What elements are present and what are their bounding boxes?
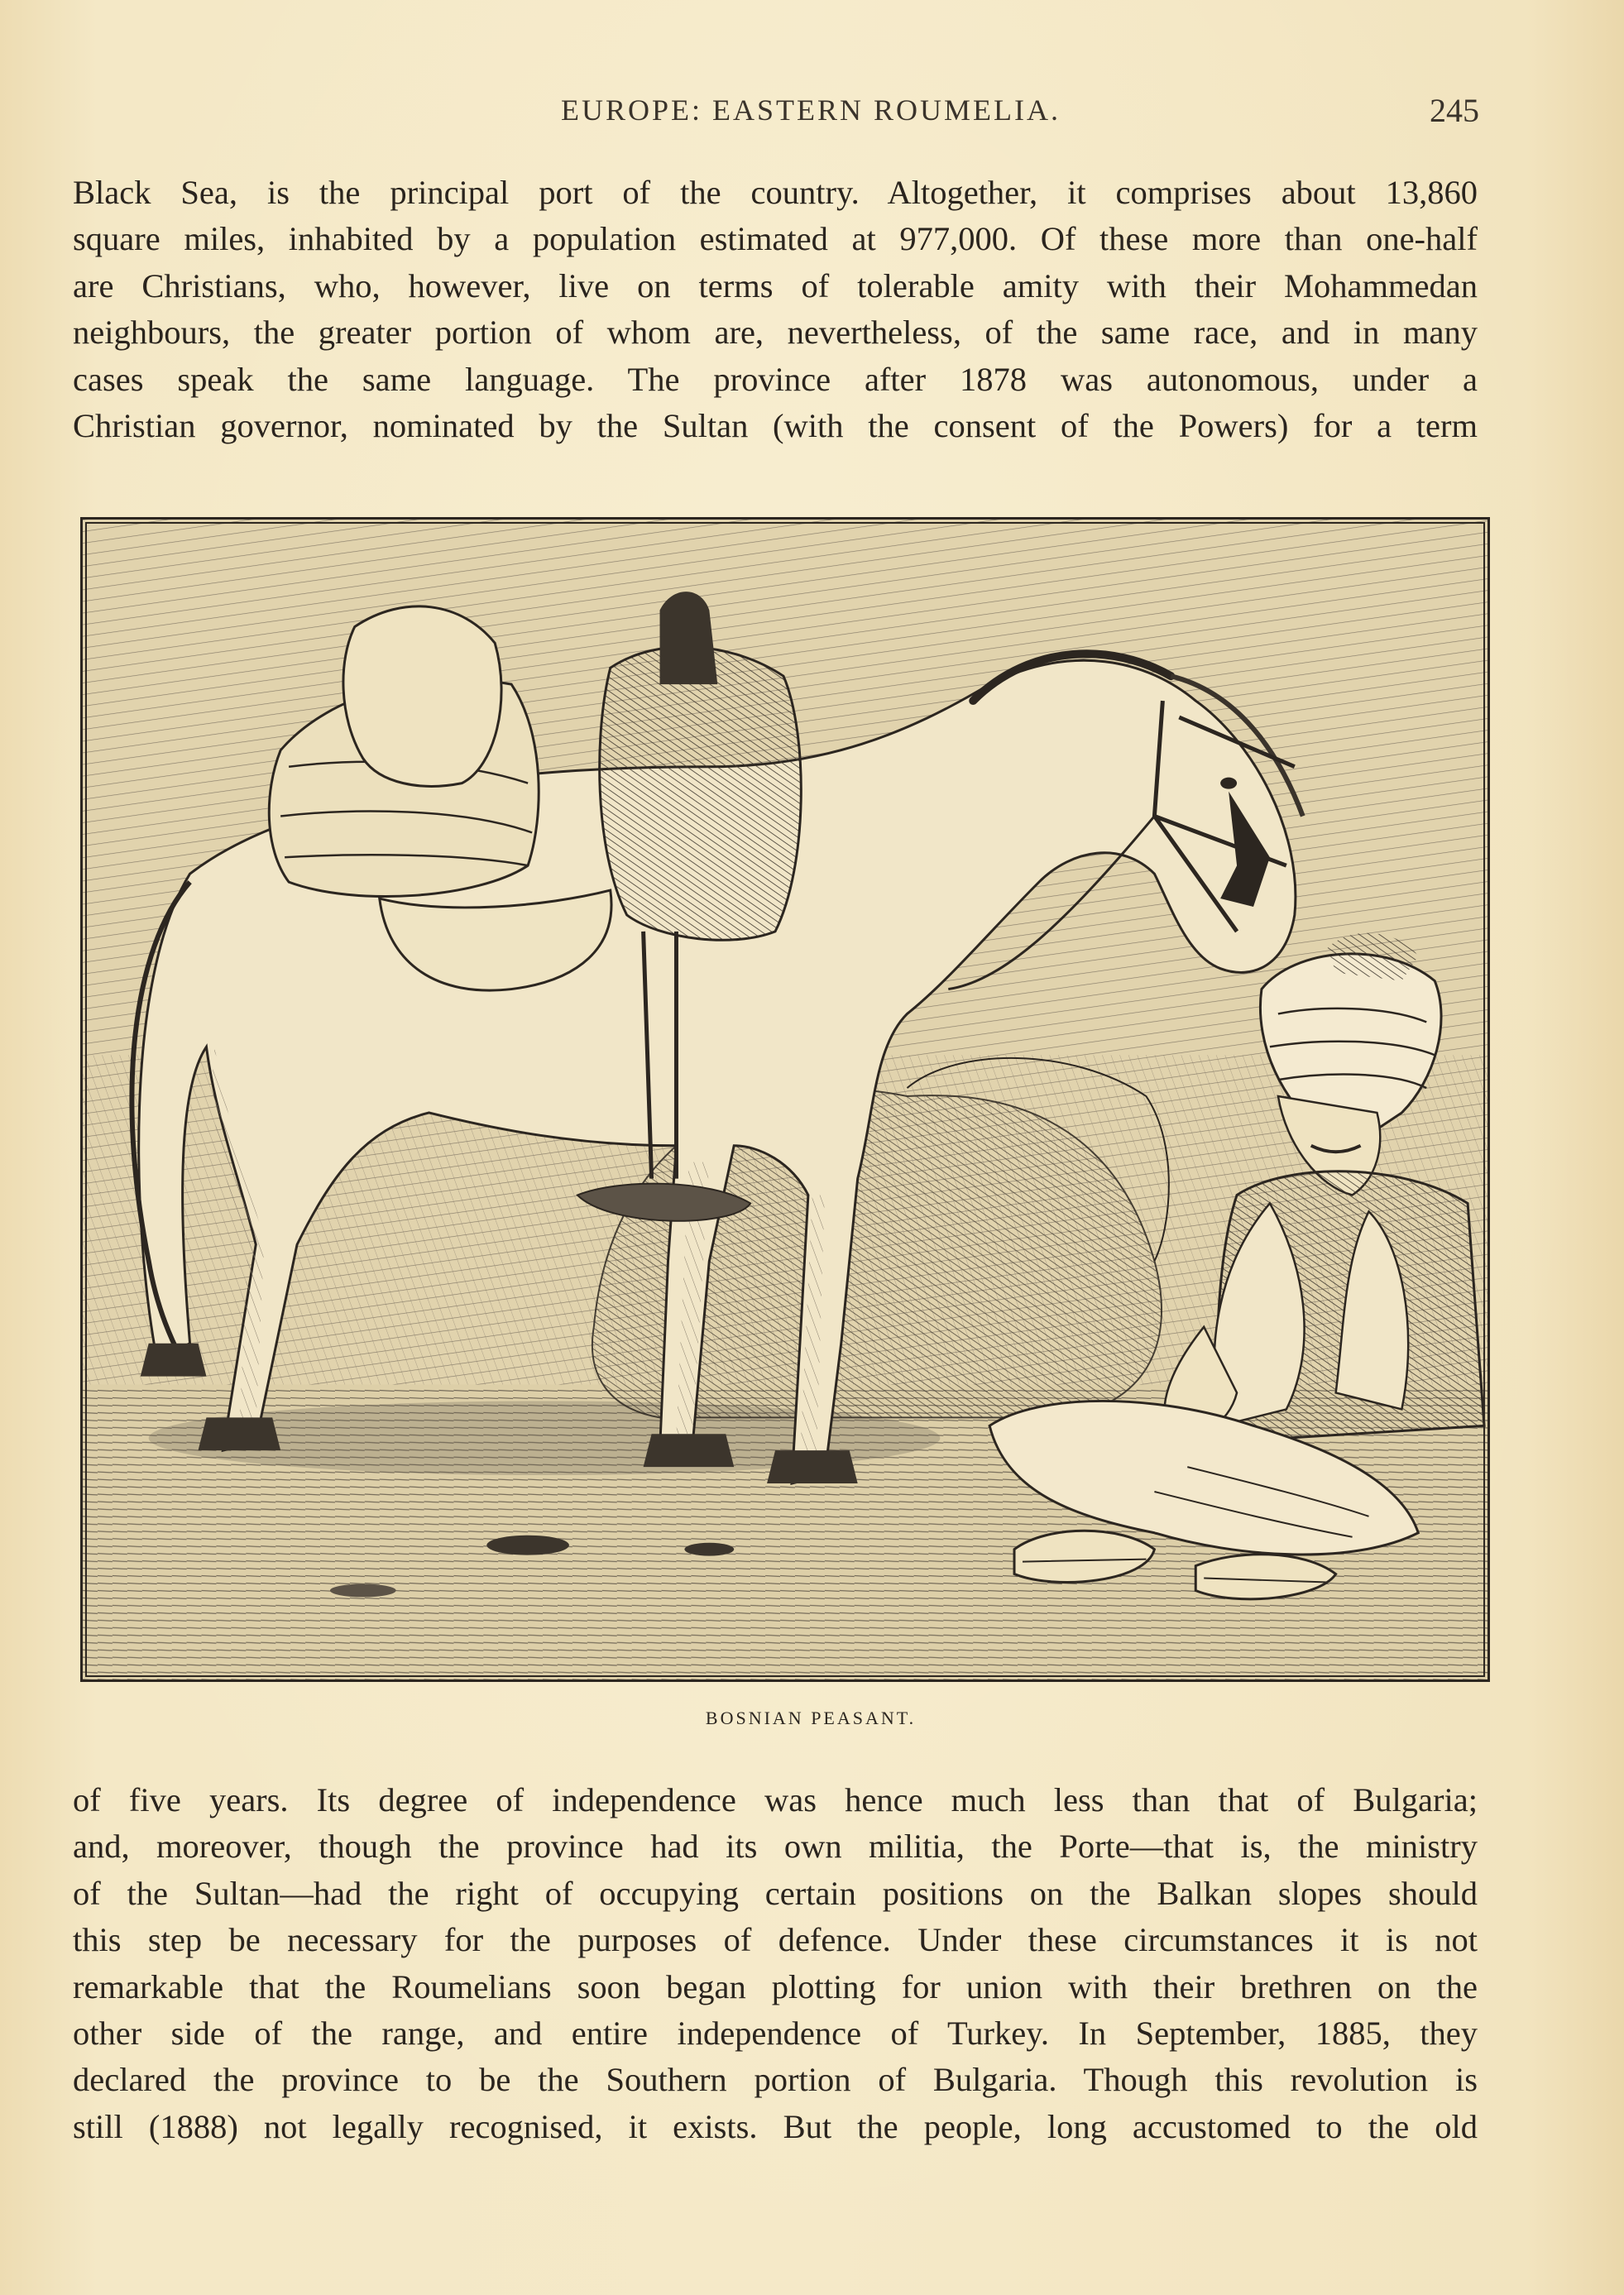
engraving-drawing [83,520,1487,1679]
text-line: square miles, inhabited by a population estimated at 977,000. Of these more than one-half [73,220,1478,258]
text-line: still (1888) not legally recognised, it exists. But the people, long accustomed to the old [73,2107,1478,2145]
text-line: and, moreover, though the province had its own militia, the Porte—that is, the ministry [73,1828,1478,1866]
text-line: of the Sultan—had the right of occupying certain positions on the Balkan slopes should [73,1874,1478,1912]
text-line: other side of the range, and entire independence of Turkey. In September, 1885, they [73,2014,1478,2052]
text-line: are Christians, who, however, live on terms of tolerable amity with their Mohammedan [73,266,1478,304]
text-line: remarkable that the Roumelians soon began plotting for union with their brethren on the [73,1967,1478,2005]
paragraph-top [73,170,1478,449]
text-line: neighbours, the greater portion of whom are, nevertheless, of the same race, and in many [73,314,1478,352]
text-line: cases speak the same language. The province after 1878 was autonomous, under a [73,360,1478,398]
figure-caption: BOSNIAN PEASANT. [705,1708,917,1728]
text-line: Black Sea, is the principal port of the country. Altogether, it comprises about 13,860 [73,174,1478,211]
text-line: Christian governor, nominated by the Sultan (with the consent of the Powers) for a term [73,406,1478,444]
paragraph-bottom [73,1777,1478,2150]
text-line: of five years. Its degree of independence was hence much less than that of Bulgaria; [73,1781,1478,1818]
text-line: declared the province to be the Southern portion of Bulgaria. Though this revolution is [73,2061,1478,2099]
page-number: 245 [1430,92,1479,129]
text-line: this step be necessary for the purposes of defence. Under these circumstances it is not [73,1921,1478,1959]
engraving-illustration [80,517,1490,1682]
running-head: EUROPE: EASTERN ROUMELIA. [561,93,1061,127]
